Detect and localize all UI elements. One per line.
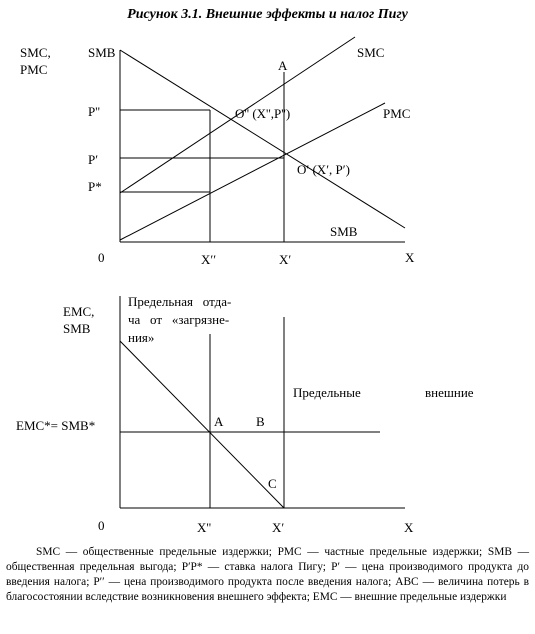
bottom-labels bbox=[16, 294, 474, 535]
pstar-label: P* bbox=[88, 179, 102, 194]
x1-label: X′ bbox=[279, 252, 292, 267]
externalities-label-right: внешние bbox=[425, 385, 474, 400]
bottom-x-label: X bbox=[404, 520, 414, 535]
annotation-line-1: Предельная отда- bbox=[128, 294, 232, 309]
smc-label: SMC bbox=[357, 45, 385, 60]
bottom-origin-label: 0 bbox=[98, 518, 105, 533]
x2-label: X′′ bbox=[201, 252, 217, 267]
top-origin-label: 0 bbox=[98, 250, 105, 265]
p1-label: P′ bbox=[88, 152, 99, 167]
smb-top-label: SMB bbox=[88, 45, 116, 60]
point-a-label: A bbox=[278, 58, 288, 73]
annotation-line-3: ния» bbox=[128, 330, 155, 345]
bottom-ylabel-1: EMC, bbox=[63, 304, 95, 319]
pmc-label: PMC bbox=[383, 106, 411, 121]
point-b-label: B bbox=[256, 414, 265, 429]
top-x-label: X bbox=[405, 250, 415, 265]
bottom-x2-label: X'' bbox=[197, 520, 212, 535]
top-graph bbox=[120, 37, 405, 242]
point-a-bottom-label: A bbox=[214, 414, 224, 429]
point-c-label: C bbox=[268, 476, 277, 491]
smb-curve bbox=[120, 50, 405, 228]
externalities-label-left: Предельные bbox=[293, 385, 361, 400]
top-ylabel-2: PMC bbox=[20, 62, 48, 77]
o2-label: O'' (X'',P'') bbox=[235, 106, 291, 121]
o1-label: O′ (X′, P′) bbox=[297, 162, 350, 177]
top-labels bbox=[20, 45, 415, 267]
bottom-x1-label: X′ bbox=[272, 520, 285, 535]
emc-smb-label: EMC*= SMB* bbox=[16, 418, 96, 433]
p2-label: P'' bbox=[88, 104, 100, 119]
annotation-line-2: ча от «загрязне- bbox=[128, 312, 230, 327]
bottom-ylabel-2: SMB bbox=[63, 321, 91, 336]
top-ylabel-1: SMC, bbox=[20, 45, 51, 60]
figure-caption: SMC — общественные предельные издержки; PMC — частные предельные издержки; SMB — общественная предельная выгода; P′P* — ставка налога Пигу; P′ — цена производимого продукта до введения налога; P′′ — цена производимого продукта после введения налога; ABC — величина потерь в благосостоянии вследствие возникновения внешнего эффекта; EMC — внешние предельные издержки bbox=[6, 546, 529, 603]
page-title: Рисунок 3.1. Внешние эффекты и налог Пигу bbox=[127, 7, 408, 22]
bottom-graph bbox=[120, 296, 405, 508]
smb-bottom-label: SMB bbox=[330, 224, 358, 239]
